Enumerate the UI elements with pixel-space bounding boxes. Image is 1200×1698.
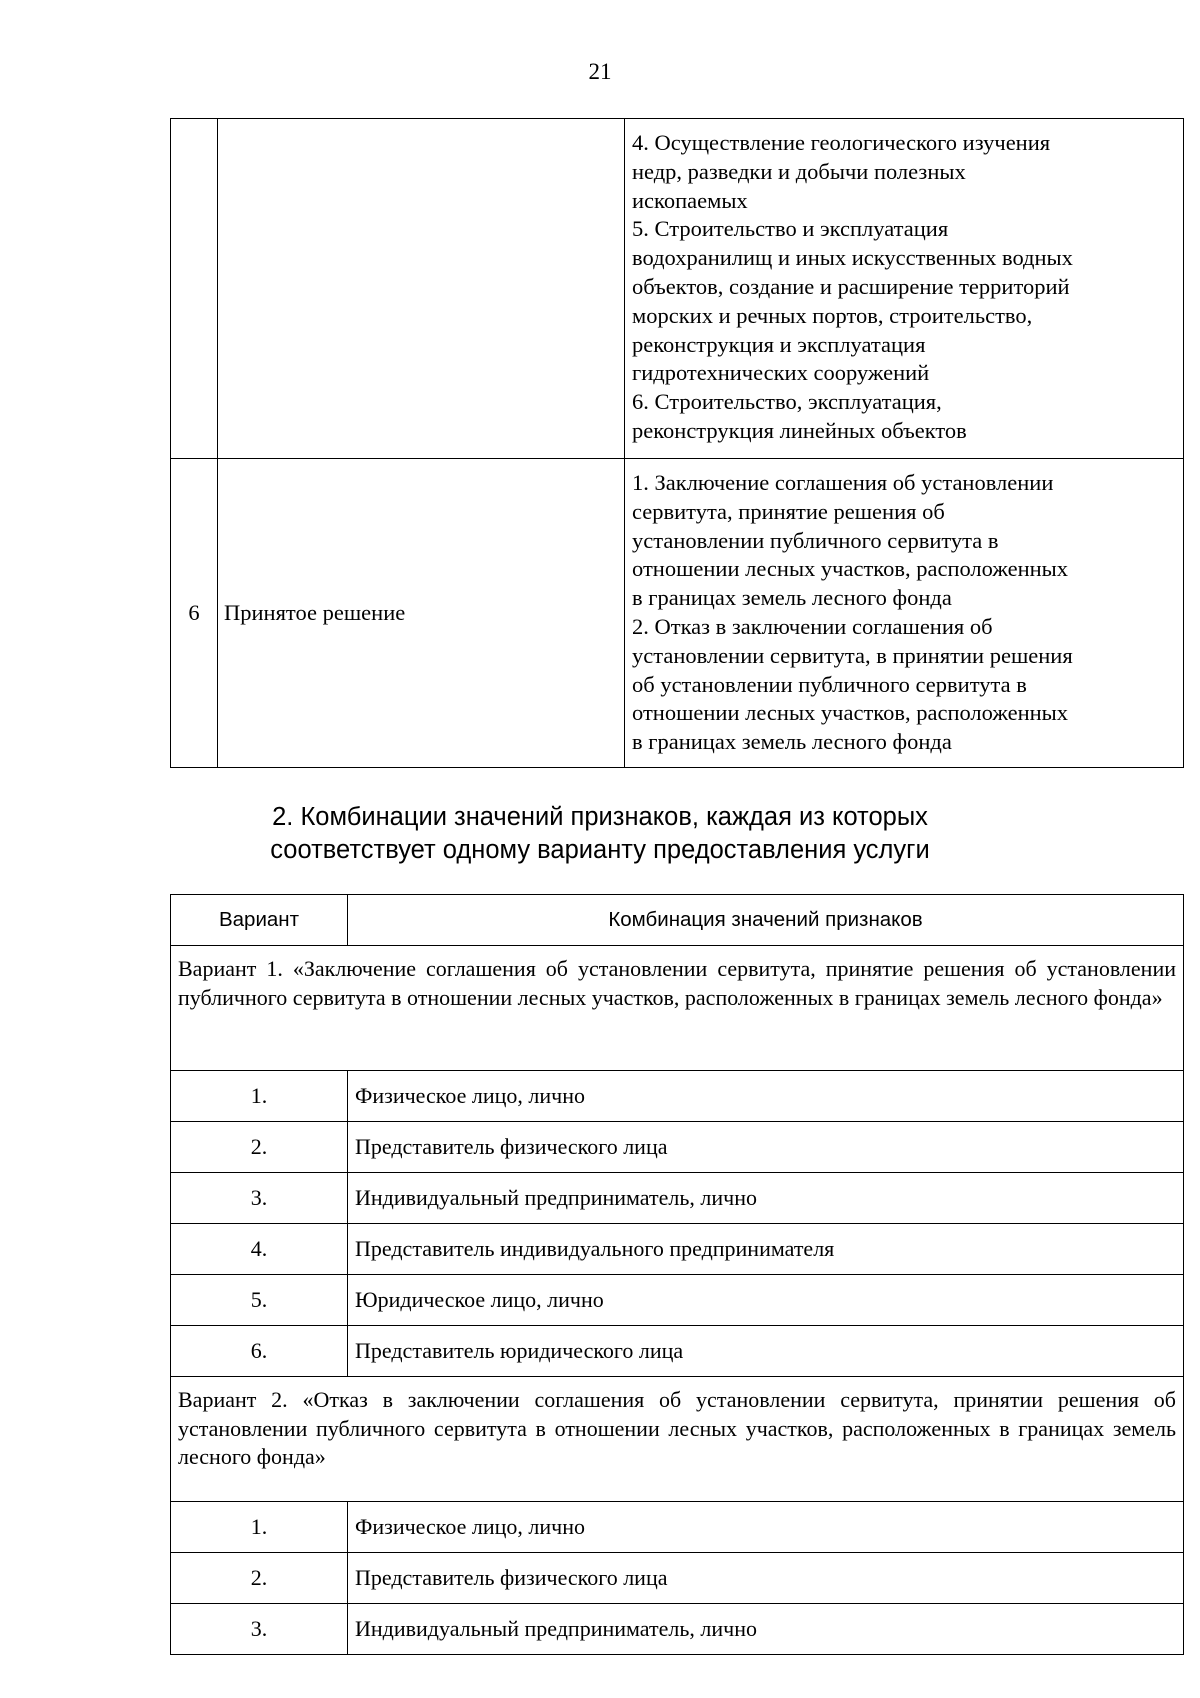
value-line: объектов, создание и расширение территорий (632, 273, 1070, 299)
table-row (171, 1275, 1184, 1326)
variant-row (171, 1377, 1184, 1502)
value-line: ископаемых (632, 187, 748, 213)
table-row (171, 1553, 1184, 1604)
value-line: отношении лесных участков, расположенных (632, 700, 1069, 726)
value-line: морских и речных портов, строительство, (632, 302, 1033, 328)
value-line: установлении публичного сервитута в (632, 527, 999, 553)
table-row (171, 119, 1184, 459)
value-line: недр, разведки и добычи полезных (632, 158, 966, 184)
header-combination: Комбинация значений признаков (348, 895, 1184, 946)
item-text: Индивидуальный предприниматель, лично (348, 1173, 1184, 1224)
header-variant: Вариант (171, 895, 348, 946)
value-line: водохранилищ и иных искусственных водных (632, 245, 1073, 271)
table-row (171, 1224, 1184, 1275)
table-row (171, 1071, 1184, 1122)
value-line: 5. Строительство и эксплуатация (632, 216, 949, 242)
section-heading-line: соответствует одному варианту предоставления услуги (270, 836, 930, 864)
item-text: Физическое лицо, лично (348, 1502, 1184, 1553)
table-row (171, 1604, 1184, 1655)
variant-2-title: Вариант 2. «Отказ в заключении соглашения об установлении сервитута, принятии решения об установлении публичного сервитута в отношении лесных участков, расположенных в границах земель лесного фонда» (171, 1377, 1184, 1502)
value-line: гидротехнических сооружений (632, 360, 930, 386)
table-row (171, 1173, 1184, 1224)
value-line: 4. Осуществление геологического изучения (632, 130, 1051, 155)
item-number: 3. (171, 1173, 348, 1224)
value-line: 1. Заключение соглашения об установлении (632, 470, 1054, 495)
item-number: 6. (171, 1326, 348, 1377)
value-line: 2. Отказ в заключении соглашения об (632, 613, 993, 639)
attributes-table (170, 118, 1184, 768)
attribute-name-cell (218, 119, 625, 459)
item-number: 2. (171, 1122, 348, 1173)
item-number: 1. (171, 1502, 348, 1553)
item-text: Представитель индивидуального предпринимателя (348, 1224, 1184, 1275)
item-number: 4. (171, 1224, 348, 1275)
value-line: реконструкция и эксплуатация (632, 331, 926, 357)
attribute-values-cell (625, 119, 1184, 459)
item-number: 5. (171, 1275, 348, 1326)
page-number: 21 (588, 59, 612, 84)
row-number-cell (171, 119, 218, 459)
table-row (171, 1326, 1184, 1377)
item-text: Представитель физического лица (348, 1553, 1184, 1604)
variant-row (171, 946, 1184, 1071)
item-text: Юридическое лицо, лично (348, 1275, 1184, 1326)
variants-table (170, 894, 1184, 1655)
item-number: 2. (171, 1553, 348, 1604)
attribute-values-cell (625, 459, 1184, 768)
value-line: 6. Строительство, эксплуатация, (632, 389, 942, 415)
item-text: Представитель физического лица (348, 1122, 1184, 1173)
value-line: отношении лесных участков, расположенных (632, 556, 1069, 582)
item-text: Индивидуальный предприниматель, лично (348, 1604, 1184, 1655)
row-number-cell: 6 (171, 459, 218, 768)
value-line: установлении сервитута, в принятии решения (632, 642, 1073, 668)
item-text: Представитель юридического лица (348, 1326, 1184, 1377)
table-header-row (171, 895, 1184, 946)
item-number: 3. (171, 1604, 348, 1655)
value-line: в границах земель лесного фонда (632, 729, 952, 755)
attribute-name-cell: Принятое решение (218, 459, 625, 768)
item-text: Физическое лицо, лично (348, 1071, 1184, 1122)
value-line: в границах земель лесного фонда (632, 585, 952, 611)
value-line: сервитута, принятие решения об (632, 498, 945, 524)
value-line: реконструкция линейных объектов (632, 417, 967, 443)
item-number: 1. (171, 1071, 348, 1122)
table-row (171, 1122, 1184, 1173)
section-heading-line: 2. Комбинации значений признаков, каждая из которых (272, 803, 928, 831)
table-row (171, 459, 1184, 768)
variant-1-title: Вариант 1. «Заключение соглашения об установлении сервитута, принятие решения об установлении публичного сервитута в отношении лесных участков, расположенных в границах земель лесного фонда» (171, 946, 1184, 1071)
value-line: об установлении публичного сервитута в (632, 671, 1027, 697)
section-heading (0, 801, 1200, 867)
table-row (171, 1502, 1184, 1553)
